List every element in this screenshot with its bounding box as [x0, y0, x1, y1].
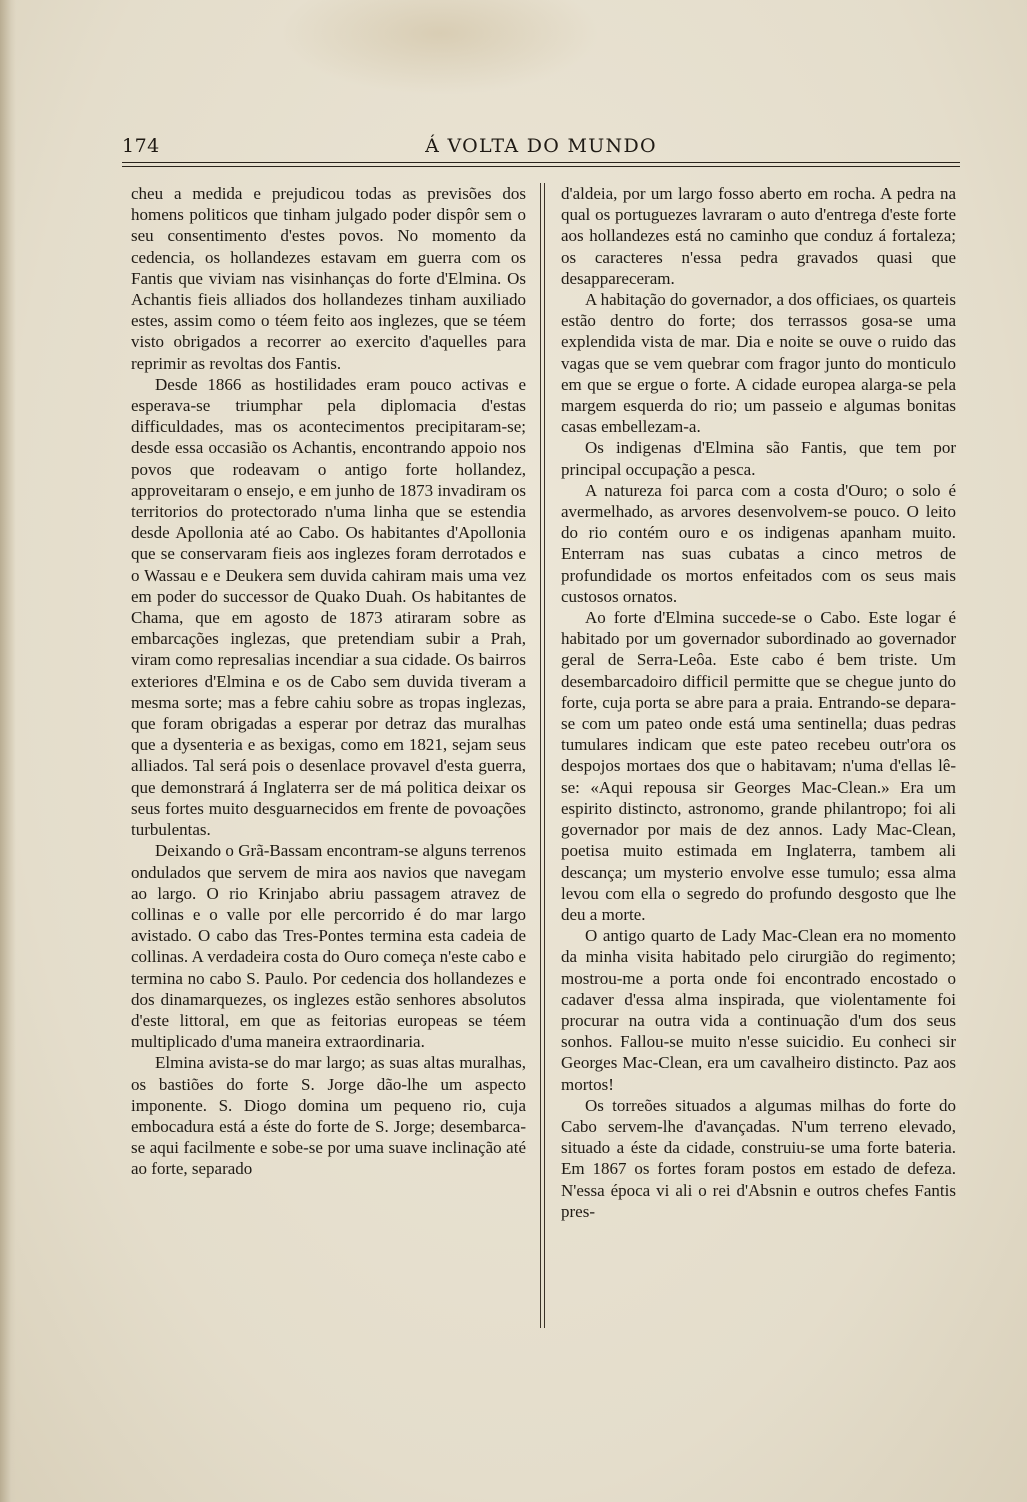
left-column — [131, 183, 526, 1180]
paragraph: Desde 1866 as hostilidades eram pouco activas e esperava-se triumphar pela diplomacia d'estas difficuldades, mas os acontecimentos precipitaram-se; desde essa occasião os Achantis, encontrando appoio nos povos que rodeavam o antigo forte hollandez, approveitaram o ensejo, e em junho de 1873 invadiram os territorios do protectorado n'uma linha que se estendia desde Apollonia até ao Cabo. Os habitantes d'Apollonia que se conservaram fieis aos inglezes foram derrotados e o Wassau e e Deukera sem duvida cahiram mais uma vez em poder do successor de Quako Duah. Os habitantes de Chama, que em agosto de 1873 atiraram sobre as embarcações inglezas, que pretendiam subir a Prah, viram como represalias incendiar a sua cidade. Os bairros exteriores d'Elmina e os de Cabo sem duvida tiveram a mesma sorte; mas a febre cahiu sobre as tropas inglezas, que foram obrigadas a esperar por detraz das muralhas que a dysenteria e as bexigas, como em 1821, sejam seus alliados. Tal será pois o desenlace provavel d'esta guerra, que demonstrará á Inglaterra ser de má politica deixar os seus fortes muito desguarnecidos em frente de povoações turbulentas. — [131, 374, 526, 840]
paragraph: A natureza foi parca com a costa d'Ouro; o solo é avermelhado, as arvores desenvolvem-se pouco. O leito do rio contém ouro e os indigenas apanham muito. Enterram nas suas cubatas a cinco metros de profundidade os mortos enfeitados com os seus mais custosos ornatos. — [561, 480, 956, 606]
page-number: 174 — [122, 135, 160, 157]
paragraph: cheu a medida e prejudicou todas as previsões dos homens politicos que tinham julgado poder dispôr sem o seu consentimento d'estes povos. No momento da cedencia, os hollandezes estavam em guerra com os Fantis que viviam nas visinhanças do forte d'Elmina. Os Achantis fieis alliados dos hollandezes tinham auxiliado estes, assim como o téem feito aos inglezes, que se téem visto obrigados a recorrer ao exercito d'aquelles para reprimir as revoltas dos Fantis. — [131, 184, 526, 373]
column-divider — [544, 183, 545, 1328]
paragraph: Deixando o Grã-Bassam encontram-se alguns terrenos ondulados que servem de mira aos navios que navegam ao largo. O rio Krinjabo abriu passagem atravez de collinas e o valle por elle percorrido é do mar largo avistado. O cabo das Tres-Pontes termina esta cadeia de collinas. A verdadeira costa do Ouro começa n'este cabo e termina no cabo S. Paulo. Por cedencia dos hollandezes e dos dinamarquezes, os inglezes estão senhores absolutos d'este littoral, em que as feitorias europeas se téem multiplicado d'uma maneira extraordinaria. — [131, 841, 526, 1052]
paragraph: Elmina avista-se do mar largo; as suas altas muralhas, os bastiões do forte S. Jorge dão-lhe um aspecto imponente. S. Diogo domina um pequeno rio, cuja embocadura está a éste do forte de S. Jorge; desembarca-se aqui facilmente e sobe-se por uma suave inclinação até ao forte, separado — [131, 1053, 526, 1179]
page-edge-shadow — [0, 0, 16, 1502]
header-rule-thick — [122, 162, 960, 163]
right-column — [561, 183, 956, 1222]
paragraph: Os indigenas d'Elmina são Fantis, que tem por principal occupação a pesca. — [561, 438, 956, 479]
paragraph: Os torreões situados a algumas milhas do forte do Cabo servem-lhe d'avançadas. N'um terreno elevado, situado a éste da cidade, construiu-se uma forte bateria. Em 1867 os fortes foram postos em estado de defeza. N'essa época vi ali o rei d'Absnin e outros chefes Fantis pres- — [561, 1095, 956, 1221]
paragraph: d'aldeia, por um largo fosso aberto em rocha. A pedra na qual os portuguezes lavraram o auto d'entrega d'este forte aos hollandezes está no caminho que conduz á fortaleza; os caracteres n'essa pedra gravados quasi que desappareceram. — [561, 184, 956, 288]
paragraph: Ao forte d'Elmina succede-se o Cabo. Este logar é habitado por um governador subordinado ao governador geral de Serra-Leôa. Este cabo é bem triste. Um desembarcadoiro difficil permitte que se chegue junto do forte, cuja porta se abre para a praia. Entrando-se depara-se com um pateo onde está uma sentinella; duas pedras tumulares indicam que este pateo recebeu outr'ora os despojos mortaes dos que o habitavam; n'uma d'ellas lê-se: «Aqui repousa sir Georges Mac-Clean.» Era um espirito distincto, astronomo, grande philantropo; foi ali governador por mais de dez annos. Lady Mac-Clean, poetisa muito estimada em Inglaterra, tambem ali descança; um mysterio envolve esse tumulo; essa alma levou com ella o segredo do profundo desgosto que lhe deu a morte. — [561, 608, 956, 924]
paragraph: A habitação do governador, a dos officiaes, os quarteis estão dentro do forte; dos terrassos gosa-se uma explendida vista de mar. Dia e noite se ouve o ruido das vagas que se vem quebrar com fragor junto do monticulo em que se ergue o forte. A cidade europea alarga-se pela margem esquerda do rio; um passeio e algumas bonitas casas embellezam-a. — [561, 290, 957, 437]
column-divider — [540, 183, 541, 1328]
header-rule-thin — [122, 166, 960, 167]
running-title: Á VOLTA DO MUNDO — [425, 135, 657, 157]
running-header — [122, 133, 960, 163]
paragraph: O antigo quarto de Lady Mac-Clean era no momento da minha visita habitado pelo cirurgião do regimento; mostrou-me a porta onde foi encontrado encostado o cadaver d'essa alma inspirada, que violentamente foi procurar na outra vida a continuação d'um dos seus sonhos. Fallou-se muito n'esse suicidio. Eu conheci sir Georges Mac-Clean, era um cavalheiro distincto. Paz aos mortos! — [561, 926, 956, 1094]
paper-stain — [280, 0, 600, 95]
